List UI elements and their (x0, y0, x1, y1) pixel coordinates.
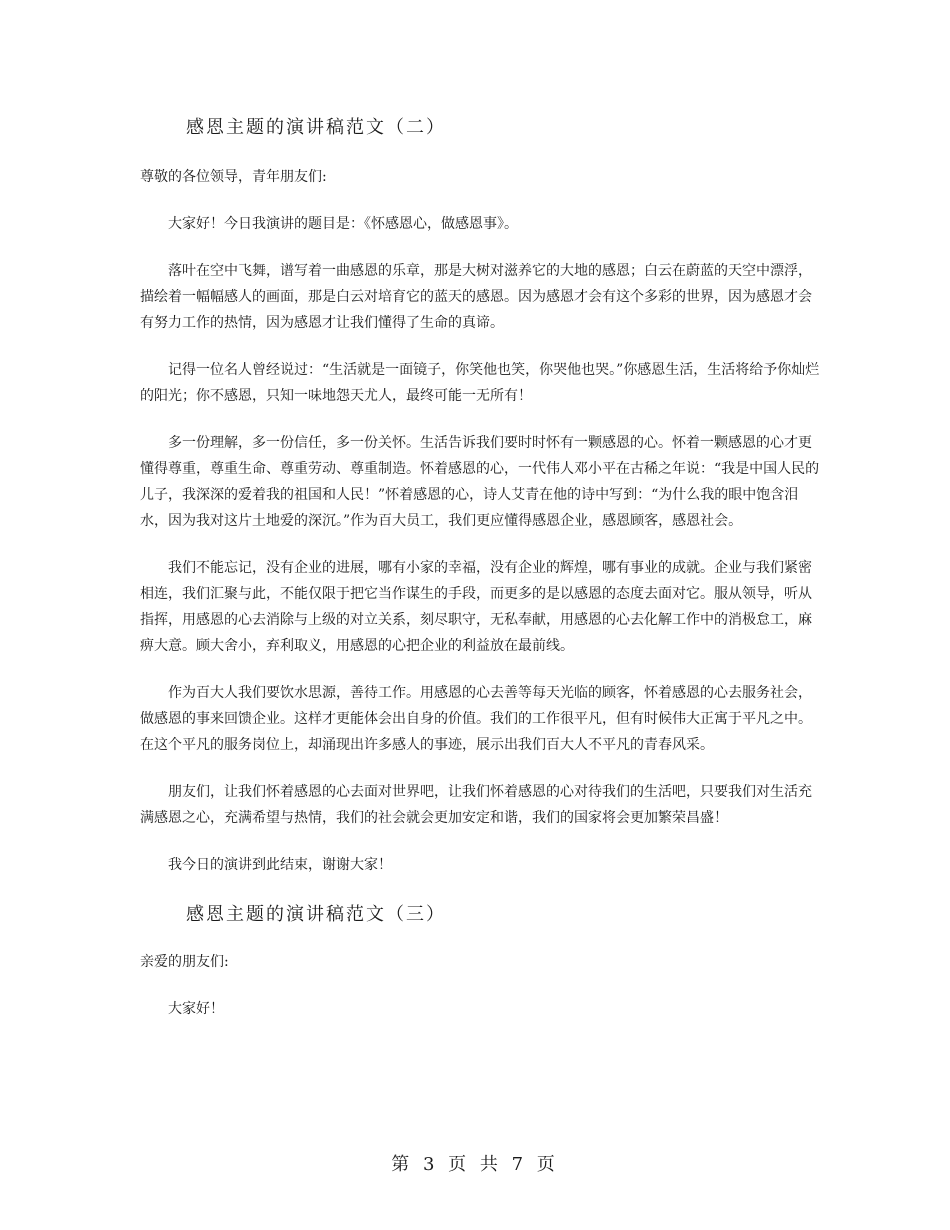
speech-section-3 (140, 899, 820, 1022)
page-number-footer: 第 3 页 共 7 页 (391, 1154, 559, 1175)
paragraph: 多一份理解，多一份信任，多一份关怀。生活告诉我们要时时怀有一颗感恩的心。怀着一颗感恩的心才更懂得尊重，尊重生命、尊重劳动、尊重制造。怀着感恩的心，一代伟人邓小平在古稀之年说：“我是中国人民的儿子，我深深的爱着我的祖国和人民！”怀着感恩的心，诗人艾青在他的诗中写到：“为什么我的眼中饱含泪水，因为我对这片土地爱的深沉。”作为百大员工，我们更应懂得感恩企业，感恩顾客，感恩社会。 (140, 435, 820, 529)
paragraph: 落叶在空中飞舞，谱写着一曲感恩的乐章，那是大树对滋养它的大地的感恩；白云在蔚蓝的天空中漂浮，描绘着一幅幅感人的画面，那是白云对培育它的蓝天的感恩。因为感恩才会有这个多彩的世界，因为感恩才会有努力工作的热情，因为感恩才让我们懂得了生命的真谛。 (140, 263, 812, 331)
paragraph: 大家好！ (168, 1001, 224, 1017)
paragraph: 我们不能忘记，没有企业的进展，哪有小家的幸福，没有企业的辉煌，哪有事业的成就。企业与我们紧密相连，我们汇聚与此，不能仅限于把它当作谋生的手段，而更多的是以感恩的态度去面对它。服从领导，听从指挥，用感恩的心去消除与上级的对立关系，刻尽职守，无私奉献，用感恩的心去化解工作中的消极怠工，麻痹大意。顾大舍小，弃利取义，用感恩的心把企业的利益放在最前线。 (140, 560, 812, 654)
speech-section-2 (140, 112, 820, 878)
section-title: 感恩主题的演讲稿范文（三） (186, 904, 446, 925)
section-title: 感恩主题的演讲稿范文（二） (186, 117, 446, 138)
paragraph: 大家好！今日我演讲的题目是：《怀感恩心，做感恩事》。 (168, 216, 518, 232)
paragraph: 记得一位名人曾经说过：“生活就是一面镜子，你笑他也笑，你哭他也哭。”你感恩生活，生活将给予你灿烂的阳光；你不感恩，只知一味地怨天尤人，最终可能一无所有！ (140, 362, 820, 404)
paragraph: 作为百大人我们要饮水思源，善待工作。用感恩的心去善等每天光临的顾客，怀着感恩的心去服务社会，做感恩的事来回馈企业。这样才更能体会出自身的价值。我们的工作很平凡，但有时候伟大正寓于平凡之中。在这个平凡的服务岗位上，却涌现出许多感人的事迹，展示出我们百大人不平凡的青春风采。 (140, 685, 812, 753)
document-body (140, 112, 820, 1043)
closing-paragraph: 我今日的演讲到此结束，谢谢大家！ (168, 857, 392, 873)
salutation: 亲爱的朋友们: (140, 954, 229, 970)
paragraph: 朋友们，让我们怀着感恩的心去面对世界吧，让我们怀着感恩的心对待我们的生活吧，只要我们对生活充满感恩之心，充满希望与热情，我们的社会就会更加安定和谐，我们的国家将会更加繁荣昌盛！ (140, 784, 812, 826)
salutation: 尊敬的各位领导，青年朋友们: (140, 169, 327, 185)
